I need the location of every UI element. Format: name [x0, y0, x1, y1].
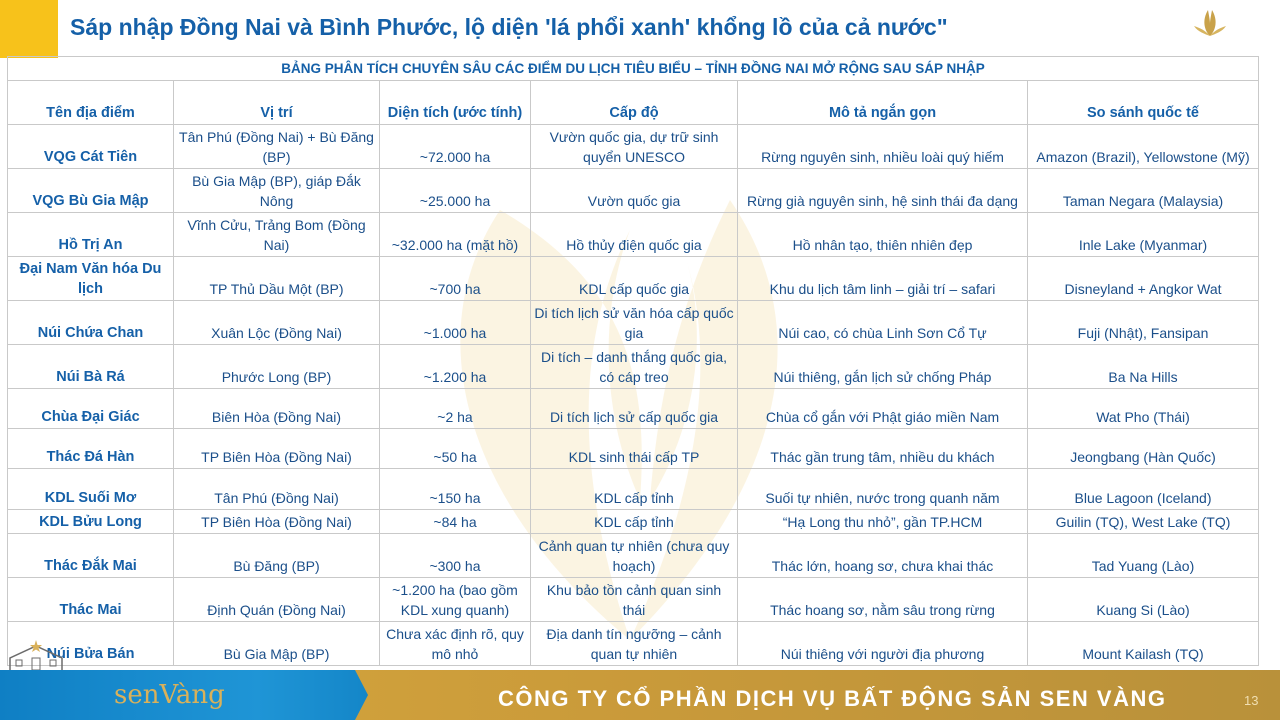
table-cell: ~2 ha [380, 389, 531, 429]
table-cell: Ba Na Hills [1028, 345, 1259, 389]
table-cell: Chùa cổ gắn với Phật giáo miền Nam [738, 389, 1028, 429]
table-cell: Tân Phú (Đồng Nai) [174, 469, 380, 510]
table-cell: Vườn quốc gia, dự trữ sinh quyển UNESCO [531, 125, 738, 169]
column-header: Tên địa điểm [8, 81, 174, 125]
table-cell: KDL cấp tỉnh [531, 510, 738, 534]
header-accent-block [0, 0, 58, 58]
place-name-cell: Núi Bà Rá [8, 345, 174, 389]
footer-logo: senVàng [114, 680, 225, 710]
table-cell: TP Thủ Dầu Một (BP) [174, 257, 380, 301]
lotus-icon [1150, 6, 1270, 50]
table-cell: Kuang Si (Lào) [1028, 578, 1259, 622]
table-cell: Taman Negara (Malaysia) [1028, 169, 1259, 213]
table-row [8, 622, 1259, 666]
table-caption: BẢNG PHÂN TÍCH CHUYÊN SÂU CÁC ĐIỂM DU LỊCH TIÊU BIỂU – TỈNH ĐỒNG NAI MỞ RỘNG SAU SÁP NHẬP [8, 57, 1259, 81]
table-cell: Inle Lake (Myanmar) [1028, 213, 1259, 257]
page-title: Sáp nhập Đồng Nai và Bình Phước, lộ diện 'lá phổi xanh' khổng lồ của cả nước" [70, 14, 948, 40]
table-cell: Định Quán (Đồng Nai) [174, 578, 380, 622]
table-cell: Núi thiêng, gắn lịch sử chống Pháp [738, 345, 1028, 389]
table-cell: ~25.000 ha [380, 169, 531, 213]
place-name-cell: Đại Nam Văn hóa Du lịch [8, 257, 174, 301]
table-cell: Hồ nhân tạo, thiên nhiên đẹp [738, 213, 1028, 257]
table-cell: Bù Gia Mập (BP) [174, 622, 380, 666]
table-cell: Fuji (Nhật), Fansipan [1028, 301, 1259, 345]
table-row [8, 578, 1259, 622]
place-name-cell: KDL Bửu Long [8, 510, 174, 534]
place-name-cell: Chùa Đại Giác [8, 389, 174, 429]
table-cell: Disneyland + Angkor Wat [1028, 257, 1259, 301]
table-row [8, 169, 1259, 213]
table-cell: KDL sinh thái cấp TP [531, 429, 738, 469]
place-name-cell: Hồ Trị An [8, 213, 174, 257]
table-cell: Vườn quốc gia [531, 169, 738, 213]
column-header: Diện tích (ước tính) [380, 81, 531, 125]
place-name-cell: Núi Bửa Bán [8, 622, 174, 666]
table-cell: Chưa xác định rõ, quy mô nhỏ [380, 622, 531, 666]
table-cell: Phước Long (BP) [174, 345, 380, 389]
table-row [8, 301, 1259, 345]
table-row [8, 389, 1259, 429]
table-row [8, 469, 1259, 510]
table-cell: ~1.200 ha [380, 345, 531, 389]
place-name-cell: VQG Bù Gia Mập [8, 169, 174, 213]
place-name-cell: KDL Suối Mơ [8, 469, 174, 510]
table-cell: Amazon (Brazil), Yellowstone (Mỹ) [1028, 125, 1259, 169]
table-cell: ~150 ha [380, 469, 531, 510]
table-cell: Vĩnh Cửu, Trảng Bom (Đồng Nai) [174, 213, 380, 257]
table-cell: Khu bảo tồn cảnh quan sinh thái [531, 578, 738, 622]
table-cell: Guilin (TQ), West Lake (TQ) [1028, 510, 1259, 534]
page-number: 13 [1244, 693, 1259, 708]
table-cell: KDL cấp quốc gia [531, 257, 738, 301]
table-cell: Thác lớn, hoang sơ, chưa khai thác [738, 534, 1028, 578]
table-cell: Di tích – danh thắng quốc gia, có cáp treo [531, 345, 738, 389]
table-cell: ~300 ha [380, 534, 531, 578]
table-cell: Rừng nguyên sinh, nhiều loài quý hiếm [738, 125, 1028, 169]
column-header: Vị trí [174, 81, 380, 125]
table-row [8, 534, 1259, 578]
place-name-cell: VQG Cát Tiên [8, 125, 174, 169]
table-row [8, 345, 1259, 389]
brand-logo [1150, 6, 1270, 50]
table-cell: Thác gần trung tâm, nhiều du khách [738, 429, 1028, 469]
place-name-cell: Núi Chứa Chan [8, 301, 174, 345]
table-cell: KDL cấp tỉnh [531, 469, 738, 510]
table-cell: Thác hoang sơ, nằm sâu trong rừng [738, 578, 1028, 622]
table-cell: Biên Hòa (Đồng Nai) [174, 389, 380, 429]
place-name-cell: Thác Đá Hàn [8, 429, 174, 469]
table-row [8, 510, 1259, 534]
table-cell: Bù Đăng (BP) [174, 534, 380, 578]
table-cell: Wat Pho (Thái) [1028, 389, 1259, 429]
table-row [8, 257, 1259, 301]
table-cell: Jeongbang (Hàn Quốc) [1028, 429, 1259, 469]
table-cell: Di tích lịch sử cấp quốc gia [531, 389, 738, 429]
table-cell: Tad Yuang (Lào) [1028, 534, 1259, 578]
table-cell: Mount Kailash (TQ) [1028, 622, 1259, 666]
column-header: Mô tả ngắn gọn [738, 81, 1028, 125]
table-cell: TP Biên Hòa (Đồng Nai) [174, 510, 380, 534]
table-cell: Bù Gia Mập (BP), giáp Đắk Nông [174, 169, 380, 213]
table-cell: ~1.000 ha [380, 301, 531, 345]
column-header: So sánh quốc tế [1028, 81, 1259, 125]
house-icon [6, 640, 66, 672]
table-cell: Rừng già nguyên sinh, hệ sinh thái đa dạng [738, 169, 1028, 213]
table-cell: ~1.200 ha (bao gồm KDL xung quanh) [380, 578, 531, 622]
table-cell: Núi thiêng với người địa phương [738, 622, 1028, 666]
table-row [8, 429, 1259, 469]
table-cell: Di tích lịch sử văn hóa cấp quốc gia [531, 301, 738, 345]
footer-company-name: CÔNG TY CỔ PHẦN DỊCH VỤ BẤT ĐỘNG SẢN SEN VÀNG [498, 686, 1167, 711]
place-name-cell: Thác Mai [8, 578, 174, 622]
table-cell: ~84 ha [380, 510, 531, 534]
table-row [8, 213, 1259, 257]
place-name-cell: Thác Đắk Mai [8, 534, 174, 578]
table-cell: ~50 ha [380, 429, 531, 469]
table-cell: Địa danh tín ngưỡng – cảnh quan tự nhiên [531, 622, 738, 666]
table-cell: ~72.000 ha [380, 125, 531, 169]
table-cell: Núi cao, có chùa Linh Sơn Cổ Tự [738, 301, 1028, 345]
table-cell: ~32.000 ha (mặt hồ) [380, 213, 531, 257]
table-cell: Hồ thủy điện quốc gia [531, 213, 738, 257]
tourism-table [7, 56, 1259, 666]
table-cell: Cảnh quan tự nhiên (chưa quy hoạch) [531, 534, 738, 578]
column-header: Cấp độ [531, 81, 738, 125]
table-cell: ~700 ha [380, 257, 531, 301]
table-cell: Xuân Lộc (Đồng Nai) [174, 301, 380, 345]
table-cell: TP Biên Hòa (Đồng Nai) [174, 429, 380, 469]
table-cell: “Hạ Long thu nhỏ”, gần TP.HCM [738, 510, 1028, 534]
table-cell: Suối tự nhiên, nước trong quanh năm [738, 469, 1028, 510]
table-cell: Khu du lịch tâm linh – giải trí – safari [738, 257, 1028, 301]
table-cell: Blue Lagoon (Iceland) [1028, 469, 1259, 510]
table-cell: Tân Phú (Đồng Nai) + Bù Đăng (BP) [174, 125, 380, 169]
table-row [8, 125, 1259, 169]
